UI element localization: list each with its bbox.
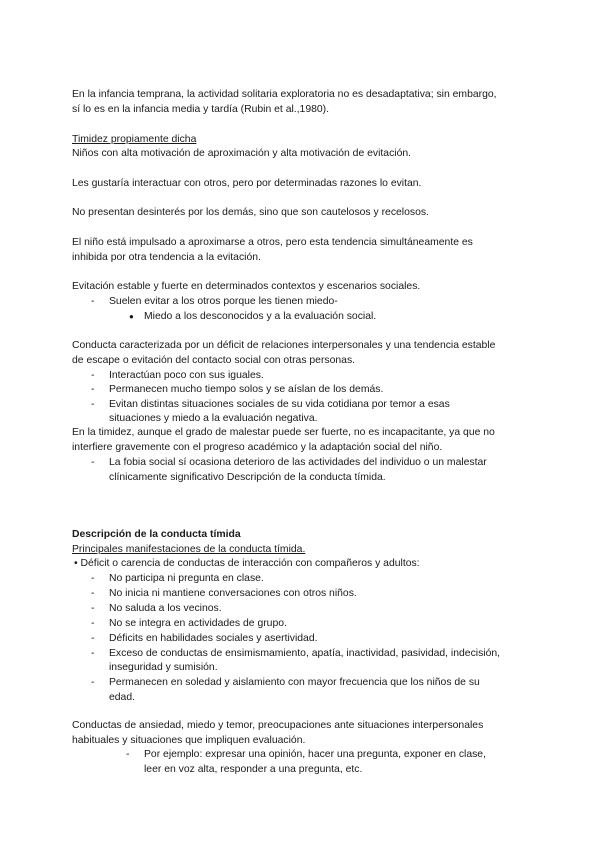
para-conducta-line1: Conducta caracterizada por un déficit de relaciones interpersonales y una tendencia estable bbox=[72, 340, 496, 351]
para-ansiedad-line2: habituales y situaciones que impliquen evaluación. bbox=[72, 735, 306, 746]
evitacion-dot-item: Miedo a los desconocidos y a la evaluación social. bbox=[144, 311, 377, 322]
fobia-item-cont: clínicamente significativo Descripción de la conducta tímida. bbox=[109, 472, 386, 483]
bullet-dot-marker: ● bbox=[129, 312, 134, 321]
para-malestar-line1: En la timidez, aunque el grado de malestar puede ser fuerte, no es incapacitante, ya que no bbox=[72, 427, 495, 438]
evitacion-dash-item: Suelen evitar a los otros porque les tienen miedo- bbox=[109, 296, 338, 307]
para-ansiedad-line1: Conductas de ansiedad, miedo y temor, preocupaciones ante situaciones interpersonales bbox=[72, 720, 484, 731]
dash-marker: - bbox=[126, 749, 130, 760]
deficit-item: Exceso de conductas de ensimismamiento, apatía, inactividad, pasividad, indecisión, bbox=[109, 648, 501, 659]
ejemplo-item: Por ejemplo: expresar una opinión, hacer una pregunta, exponer en clase, bbox=[144, 749, 486, 760]
conducta-item-cont: situaciones y miedo a la evaluación negativa. bbox=[109, 413, 318, 424]
para-desinteres: No presentan desinterés por los demás, sino que son cautelosos y recelosos. bbox=[72, 207, 429, 218]
deficit-item: Déficits en habilidades sociales y asertividad. bbox=[109, 633, 318, 644]
para-evitacion: Evitación estable y fuerte en determinados contextos y escenarios sociales. bbox=[72, 281, 421, 292]
para1-line1: En la infancia temprana, la actividad solitaria exploratoria no es desadaptativa; sin embargo, bbox=[72, 89, 497, 100]
dash-marker: - bbox=[91, 618, 95, 629]
timidez-line: Niños con alta motivación de aproximación y alta motivación de evitación. bbox=[72, 148, 412, 159]
para-conducta-line2: de escape o evitación del contacto social con otras personas. bbox=[72, 355, 356, 366]
para-impulsado-line1: El niño está impulsado a aproximarse a otros, pero esta tendencia simultáneamente es bbox=[72, 237, 473, 248]
dash-marker: - bbox=[91, 399, 95, 410]
conducta-item: Evitan distintas situaciones sociales de su vida cotidiana por temor a esas bbox=[109, 399, 450, 410]
ejemplo-item-cont: leer en voz alta, responder a una pregunta, etc. bbox=[144, 764, 363, 775]
deficit-item-cont: edad. bbox=[109, 692, 136, 703]
dash-marker: - bbox=[91, 573, 95, 584]
para1-line2: sí lo es en la infancia media y tardía (Rubin et al.,1980). bbox=[72, 104, 330, 115]
para-impulsado-line2: inhibida por otra tendencia a la evitación. bbox=[72, 252, 261, 263]
deficit-item-cont: inseguridad y sumisión. bbox=[109, 662, 218, 673]
conducta-item: Interactúan poco con sus iguales. bbox=[109, 370, 264, 381]
timidez-heading: Timidez propiamente dicha bbox=[72, 134, 197, 145]
desc-heading: Descripción de la conducta tímida bbox=[72, 529, 241, 540]
manif-heading: Principales manifestaciones de la conducta tímida. bbox=[72, 544, 306, 555]
para-malestar-line2: interfiere gravemente con el progreso académico y la adaptación social del niño. bbox=[72, 442, 443, 453]
deficit-item: No saluda a los vecinos. bbox=[109, 603, 222, 614]
dash-marker: - bbox=[91, 370, 95, 381]
conducta-item: Permanecen mucho tiempo solos y se aíslan de los demás. bbox=[109, 384, 384, 395]
deficit-item: No se integra en actividades de grupo. bbox=[109, 618, 287, 629]
dash-marker: - bbox=[91, 588, 95, 599]
dash-marker: - bbox=[91, 384, 95, 395]
dash-marker: - bbox=[91, 677, 95, 688]
deficit-item: No inicia ni mantiene conversaciones con otros niños. bbox=[109, 588, 357, 599]
deficit-item: No participa ni pregunta en clase. bbox=[109, 573, 264, 584]
para-gustaria: Les gustaría interactuar con otros, pero por determinadas razones lo evitan. bbox=[72, 178, 422, 189]
dash-marker: - bbox=[91, 457, 95, 468]
fobia-item: La fobia social sí ocasiona deterioro de las actividades del individuo o un malestar bbox=[109, 457, 487, 468]
dash-marker: - bbox=[91, 603, 95, 614]
dash-marker: - bbox=[91, 296, 95, 307]
deficit-line: • Déficit o carencia de conductas de interacción con compañeros y adultos: bbox=[74, 558, 420, 569]
dash-marker: - bbox=[91, 633, 95, 644]
deficit-item: Permanecen en soledad y aislamiento con mayor frecuencia que los niños de su bbox=[109, 677, 480, 688]
dash-marker: - bbox=[91, 648, 95, 659]
